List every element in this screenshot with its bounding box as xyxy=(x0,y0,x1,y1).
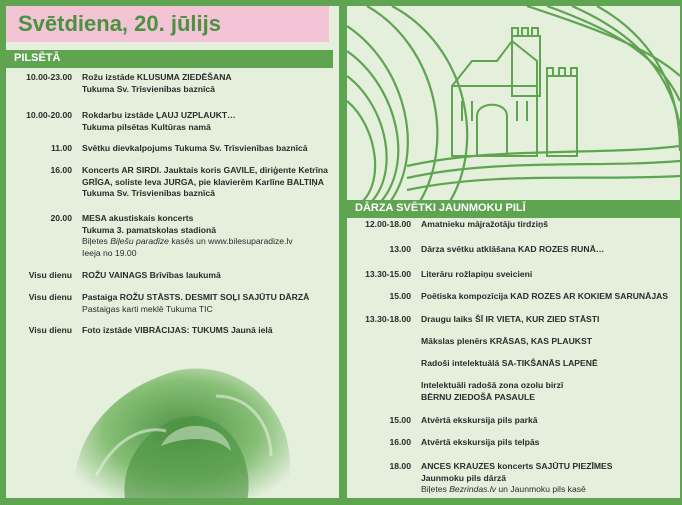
event-title: Poētiska kompozīcija KAD ROZES AR KOKIEM SARUNĀJAS xyxy=(421,291,669,301)
event-time: 15.00 xyxy=(389,291,411,301)
ticket-info: Biļetes Biļešu paradīze kasēs un www.bilesuparadize.lv xyxy=(82,236,293,246)
event-time: 13.00 xyxy=(389,244,411,254)
event-title: Intelektuāli radošā zona ozolu birzī xyxy=(421,380,564,390)
event-title: Draugu laiks ŠĪ IR VIETA, KUR ZIED STĀSTI xyxy=(421,314,600,324)
event-time: 13.30-18.00 xyxy=(365,314,411,324)
event-place: Tukuma Sv. Trīsvienības baznīcā xyxy=(82,83,215,94)
ticket-info: Biļetes Bezrindas.lv un Jaunmoku pils kasē xyxy=(421,484,586,494)
event-title: Svētku dievkalpojums Tukuma Sv. Trīsvienības baznīcā xyxy=(82,143,308,153)
event-title: ROŽU VAINAGS Brīvības laukumā xyxy=(82,270,221,280)
event-title: Koncerts AR SIRDI. Jauktais koris GAVILE, diriģente Ketrīna xyxy=(82,165,328,175)
event-title-cont: BĒRNU ZIEDOŠĀ PASAULE xyxy=(421,391,535,402)
event-title: Radoši intelektuālā SA-TIKŠANĀS LAPENĒ xyxy=(421,358,598,368)
entry-time: Ieeja no 19.00 xyxy=(82,247,137,258)
section-header-city: PILSĒTĀ xyxy=(6,50,333,68)
event-time: Visu dienu xyxy=(28,270,72,280)
event-place: Jaunmoku pils dārzā xyxy=(421,472,507,483)
event-title: Atvērtā ekskursija pils telpās xyxy=(421,437,540,447)
event-title: Pastaiga ROŽU STĀSTS. DESMIT SOĻI SAJŪTU DĀRZĀ xyxy=(82,292,310,302)
event-place: Tukuma pilsētas Kultūras namā xyxy=(82,121,211,132)
event-title: Dārza svētku atklāšana KAD ROZES RUNĀ… xyxy=(421,244,605,254)
right-page xyxy=(347,6,680,498)
event-time: 16.00 xyxy=(50,165,72,175)
rose-illustration xyxy=(66,336,296,498)
event-time: 10.00-20.00 xyxy=(26,110,72,120)
event-time: 18.00 xyxy=(389,461,411,471)
event-time: 15.00 xyxy=(389,415,411,425)
section-header-garden: DĀRZA SVĒTKI JAUNMOKU PILĪ xyxy=(347,200,680,218)
event-note: Pastaigas karti meklē Tukuma TIC xyxy=(82,303,213,314)
event-time: 10.00-23.00 xyxy=(26,72,72,82)
event-title: Mākslas plenērs KRĀSAS, KAS PLAUKST xyxy=(421,336,592,346)
event-time: 20.00 xyxy=(50,213,72,223)
event-title: Foto izstāde VIBRĀCIJAS: TUKUMS Jaunā ielā xyxy=(82,325,273,335)
event-time: Visu dienu xyxy=(28,325,72,335)
page-title: Svētdiena, 20. jūlijs xyxy=(6,6,329,42)
event-place: Tukuma 3. pamatskolas stadionā xyxy=(82,224,217,235)
event-time: 16.00 xyxy=(389,437,411,447)
castle-illustration xyxy=(347,6,680,206)
left-page xyxy=(6,6,339,498)
event-time: 13.30-15.00 xyxy=(365,269,411,279)
event-title: Amatnieku mājražotāju tirdziņš xyxy=(421,219,549,229)
event-title: Rožu izstāde KLUSUMA ZIEDĒŠANA xyxy=(82,72,232,82)
event-title-cont: GRĪGA, soliste Ieva JURGA, pie klavierēm Karlīne BALTIŅA xyxy=(82,176,324,187)
event-title: Atvērtā ekskursija pils parkā xyxy=(421,415,538,425)
event-title: MESA akustiskais koncerts xyxy=(82,213,194,223)
event-place: Tukuma Sv. Trīsvienības baznīcā xyxy=(82,188,215,198)
event-title: ANCES KRAUZES koncerts SAJŪTU PIEZĪMES xyxy=(421,461,613,471)
event-time: Visu dienu xyxy=(28,292,72,302)
event-time: 12.00-18.00 xyxy=(365,219,411,229)
event-time: 11.00 xyxy=(50,143,72,153)
event-title: Literāru rožlapiņu sveicieni xyxy=(421,269,533,279)
event-title: Rokdarbu izstāde ĻAUJ UZPLAUKT… xyxy=(82,110,236,120)
